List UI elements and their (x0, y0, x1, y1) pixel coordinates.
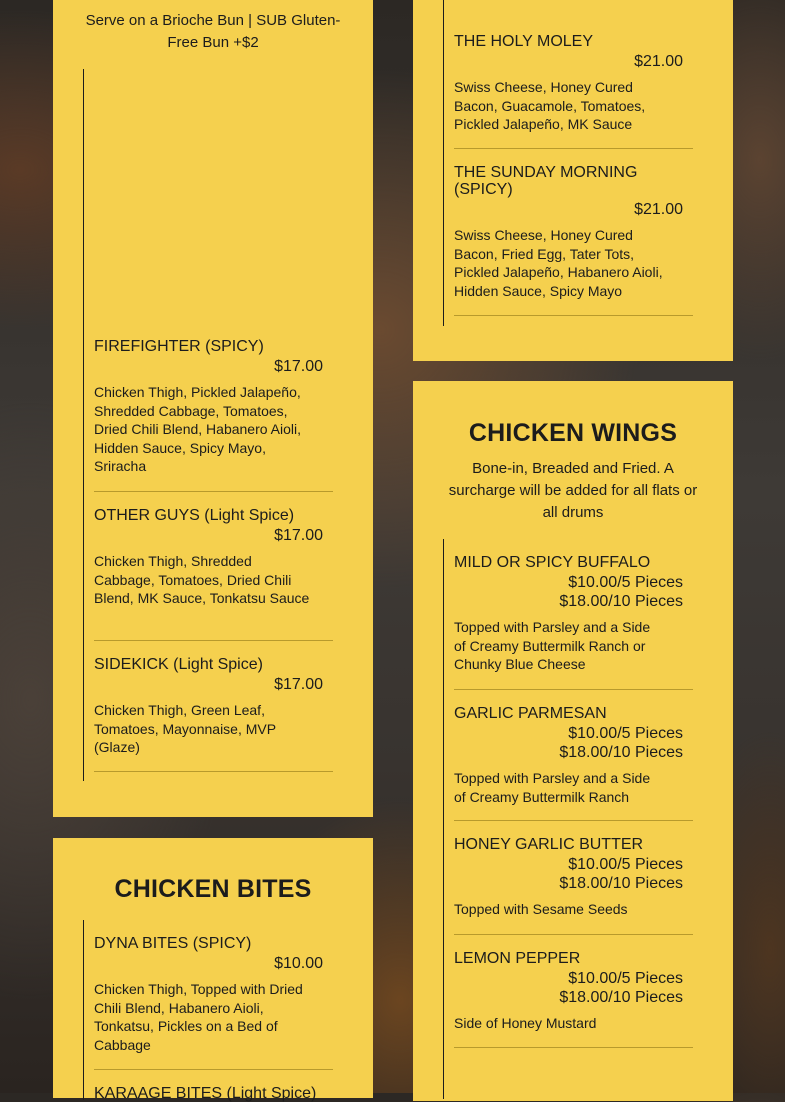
item-price: $17.00 (274, 676, 323, 693)
item-price: $17.00 (274, 527, 323, 544)
menu-item (94, 656, 333, 757)
item-price: $21.00 (634, 201, 683, 218)
divider-vertical (83, 69, 84, 781)
item-price: $10.00/5 Pieces (568, 856, 683, 873)
divider-vertical (443, 0, 444, 326)
item-name: LEMON PEPPER (454, 950, 581, 967)
section-subtitle: Bone-in, Breaded and Fried. A surcharge will be added for all flats or all drums (448, 460, 698, 521)
item-divider (94, 771, 333, 772)
section-heading: CHICKEN WINGS (468, 419, 678, 447)
item-price: $21.00 (634, 53, 683, 70)
item-description: Swiss Cheese, Honey Cured Bacon, Guacamole, Tomatoes, Pickled Jalapeño, MK Sauce (454, 79, 646, 132)
item-name: SIDEKICK (Light Spice) (94, 656, 263, 673)
menu-item (94, 935, 333, 1054)
item-description: Topped with Sesame Seeds (454, 901, 628, 917)
menu-card-sandwiches (53, 0, 373, 817)
menu-item (454, 33, 693, 134)
item-name: OTHER GUYS (Light Spice) (94, 507, 295, 524)
menu-item (94, 338, 333, 476)
item-price: $18.00/10 Pieces (559, 744, 683, 761)
item-divider (454, 689, 693, 690)
item-price: $10.00/5 Pieces (568, 970, 683, 987)
item-price: $10.00 (274, 955, 323, 972)
item-divider (454, 148, 693, 149)
menu-item (94, 1085, 333, 1102)
menu-card-burgers (413, 0, 733, 361)
menu-item (94, 507, 333, 608)
item-description: Swiss Cheese, Honey Cured Bacon, Fried Egg, Tater Tots, Pickled Jalapeño, Habanero Aioli, Hidden Sauce, Spicy Mayo (454, 227, 663, 299)
item-name: THE SUNDAY MORNING (SPICY) (454, 164, 638, 198)
item-divider (454, 820, 693, 821)
item-name: DYNA BITES (SPICY) (94, 935, 252, 952)
item-description: Chicken Thigh, Shredded Cabbage, Tomatoes, Dried Chili Blend, MK Sauce, Tonkatsu Sauce (94, 553, 310, 606)
item-price: $10.00/5 Pieces (568, 574, 683, 591)
item-divider (94, 1069, 333, 1070)
item-divider (94, 640, 333, 641)
item-divider (94, 491, 333, 492)
item-divider (454, 934, 693, 935)
menu-item (454, 950, 693, 1033)
item-price: $17.00 (274, 358, 323, 375)
item-name: HONEY GARLIC BUTTER (454, 836, 644, 853)
menu-item (454, 836, 693, 919)
item-name: FIREFIGHTER (SPICY) (94, 338, 264, 355)
item-price: $18.00/10 Pieces (559, 593, 683, 610)
divider-vertical (443, 539, 444, 1099)
item-price: $18.00/10 Pieces (559, 989, 683, 1006)
divider-vertical (83, 920, 84, 1100)
menu-card-chicken-wings (413, 381, 733, 1101)
section-heading: CHICKEN BITES (114, 875, 312, 903)
item-description: Topped with Parsley and a Side of Creamy Buttermilk Ranch or Chunky Blue Cheese (454, 619, 651, 672)
item-divider (454, 315, 693, 316)
section-subtitle: Serve on a Brioche Bun | SUB Gluten-Free Bun +$2 (85, 12, 341, 51)
item-price: $18.00/10 Pieces (559, 875, 683, 892)
item-description: Side of Honey Mustard (454, 1015, 597, 1031)
item-description: Chicken Thigh, Pickled Jalapeño, Shredded Cabbage, Tomatoes, Dried Chili Blend, Habanero Aioli, Hidden Sauce, Spicy Mayo, Sriracha (94, 384, 301, 474)
item-description: Topped with Parsley and a Side of Creamy Buttermilk Ranch (454, 770, 651, 805)
menu-item (454, 554, 693, 674)
item-divider (454, 1047, 693, 1048)
menu-item (454, 705, 693, 806)
menu-item (454, 164, 693, 300)
item-name: THE HOLY MOLEY (454, 33, 593, 50)
item-description: Chicken Thigh, Green Leaf, Tomatoes, Mayonnaise, MVP (Glaze) (94, 702, 276, 755)
menu-card-chicken-bites (53, 838, 373, 1102)
item-name: GARLIC PARMESAN (454, 705, 607, 722)
item-price: $10.00/5 Pieces (568, 725, 683, 742)
item-description: Chicken Thigh, Topped with Dried Chili Blend, Habanero Aioli, Tonkatsu, Pickles on a Bed of Cabbage (94, 981, 303, 1053)
item-name: KARAAGE BITES (Light Spice) (94, 1085, 317, 1102)
item-name: MILD OR SPICY BUFFALO (454, 554, 651, 571)
